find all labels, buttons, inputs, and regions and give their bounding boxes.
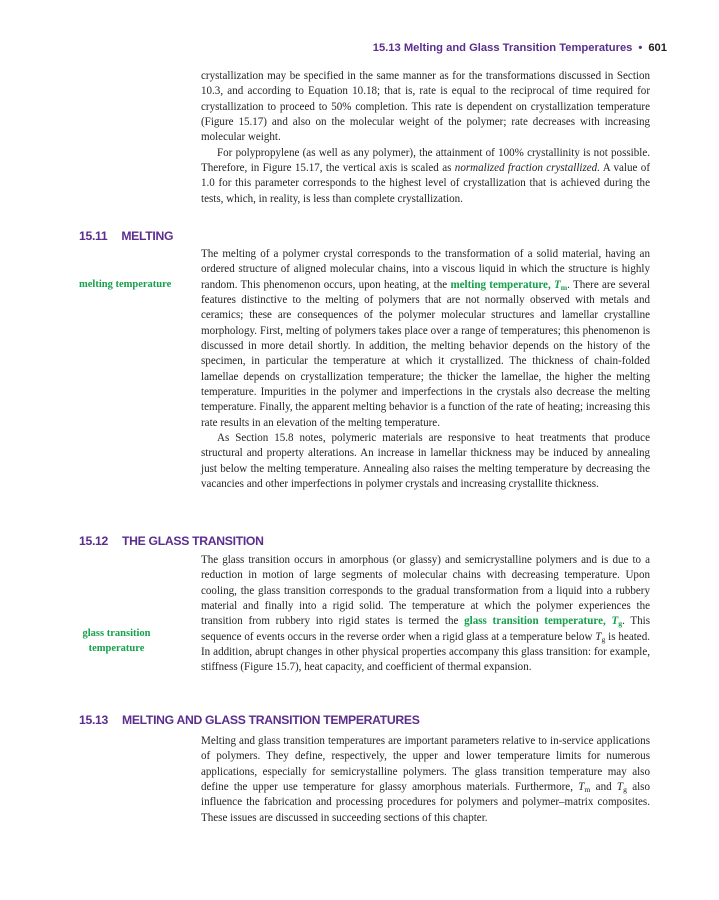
section-heading-15-13 xyxy=(79,713,420,727)
glass-transition-text xyxy=(201,553,650,676)
melting-glass-paragraph: Melting and glass transition temperatures are important parameters relative to in-service applications of polymers. They define, respectively, the upper and lower temperature limits for numerous applications, especially for semicrystalline polymers. The glass transition temperature may also define the upper use temperature for glassy amorphous materials. Furthermore, $T_m$ and $T_g$ also influence the fabrication and processing procedures for polymers and polymer–matrix composites. These issues are discussed in succeeding sections of this chapter. xyxy=(201,735,650,824)
section-title: MELTING AND GLASS TRANSITION TEMPERATURES xyxy=(122,713,420,727)
section-heading-15-11 xyxy=(79,229,173,243)
page-number: 601 xyxy=(648,42,667,54)
section-title: THE GLASS TRANSITION xyxy=(122,534,264,548)
section-title: MELTING xyxy=(121,229,174,243)
intro-paragraph-2: For polypropylene (as well as any polymer), the attainment of 100% crystallinity is not possible. Therefore, in Figure 15.17, the vertical axis is scaled as normalized fraction crystallized. A value of 1.0 for this parameter corresponds to the highest level of crystallization that is achieved during the tests, which, in reality, is less than complete crystallization. xyxy=(201,146,650,205)
intro-paragraph-1: crystallization may be specified in the same manner as for the transformations discussed in Section 10.3, and according to Equation 10.18; that is, rate is equal to the reciprocal of time required for crystallization to proceed to 50% completion. This rate is dependent on crystallization temperature (Figure 15.17) and also on the molecular weight of the polymer; rate decreases with increasing molecular weight. xyxy=(201,70,650,144)
melting-glass-text xyxy=(201,734,650,826)
section-number: 15.12 xyxy=(79,534,108,548)
header-bullet: • xyxy=(638,42,643,54)
intro-text xyxy=(201,69,650,207)
section-number: 15.11 xyxy=(79,229,108,243)
section-number: 15.13 xyxy=(79,713,108,727)
melting-paragraph-1: The melting of a polymer crystal corresponds to the transformation of a solid material, having an ordered structure of aligned molecular chains, into a viscous liquid in which the structure is highly random. This phenomenon occurs, upon heating, at the melting temperature, $T_m$. There are several features distinctive to the melting of polymers that are not normally observed with metals and ceramics; these are consequences of the polymer molecular structures and lamellar crystalline morphology. First, melting of polymers takes place over a range of temperatures; this phenomenon is discussed in more detail shortly. In addition, the melting behavior depends on the history of the specimen, in particular the temperature at which it crystallized. The thickness of chain-folded lamellae depends on crystallization temperature; the thicker the lamellae, the higher the melting temperature. Impurities in the polymer and imperfections in the crystals also decrease the melting temperature. Finally, the apparent melting behavior is a function of the rate of heating; increasing this rate results in an elevation of the melting temperature. xyxy=(201,248,651,429)
running-header xyxy=(373,42,667,54)
margin-term-glass-transition-temperature: glass transition temperature xyxy=(82,628,151,655)
melting-paragraph-2: As Section 15.8 notes, polymeric materials are responsive to heat treatments that produce structural and property alterations. An increase in lamellar thickness may be induced by annealing just below the melting temperature. Annealing also raises the melting temperature by decreasing the vacancies and other imperfections in polymer crystals and increasing crystallite thickness. xyxy=(201,432,650,491)
key-term-melting-temperature: melting temperature, $T_m$ xyxy=(450,278,568,292)
italic-phrase: normalized fraction crystallized. xyxy=(454,162,600,175)
melting-text xyxy=(201,247,650,493)
glass-transition-paragraph: The glass transition occurs in amorphous (or glassy) and semicrystalline polymers and is due to a reduction in motion of large segments of molecular chains with decreasing temperature. Upon cooling, the glass transition corresponds to the gradual transformation from a liquid into a rubbery material and finally into a rigid solid. The temperature at which the polymer experiences the transition from rubbery into rigid states is termed the glass transition temperature, $T_g$. This sequence of events occurs in the reverse order when a rigid glass at a temperature below $T_g$ is heated. In addition, abrupt changes in other physical properties accompany this glass transition: for example, stiffness (Figure 15.7), heat capacity, and coefficient of thermal expansion. xyxy=(201,554,650,674)
margin-term-melting-temperature: melting temperature xyxy=(79,279,172,290)
section-heading-15-12 xyxy=(79,534,264,548)
running-title: 15.13 Melting and Glass Transition Temperatures xyxy=(372,42,633,54)
key-term-glass-transition-temperature: glass transition temperature, $T_g$ xyxy=(464,615,623,629)
